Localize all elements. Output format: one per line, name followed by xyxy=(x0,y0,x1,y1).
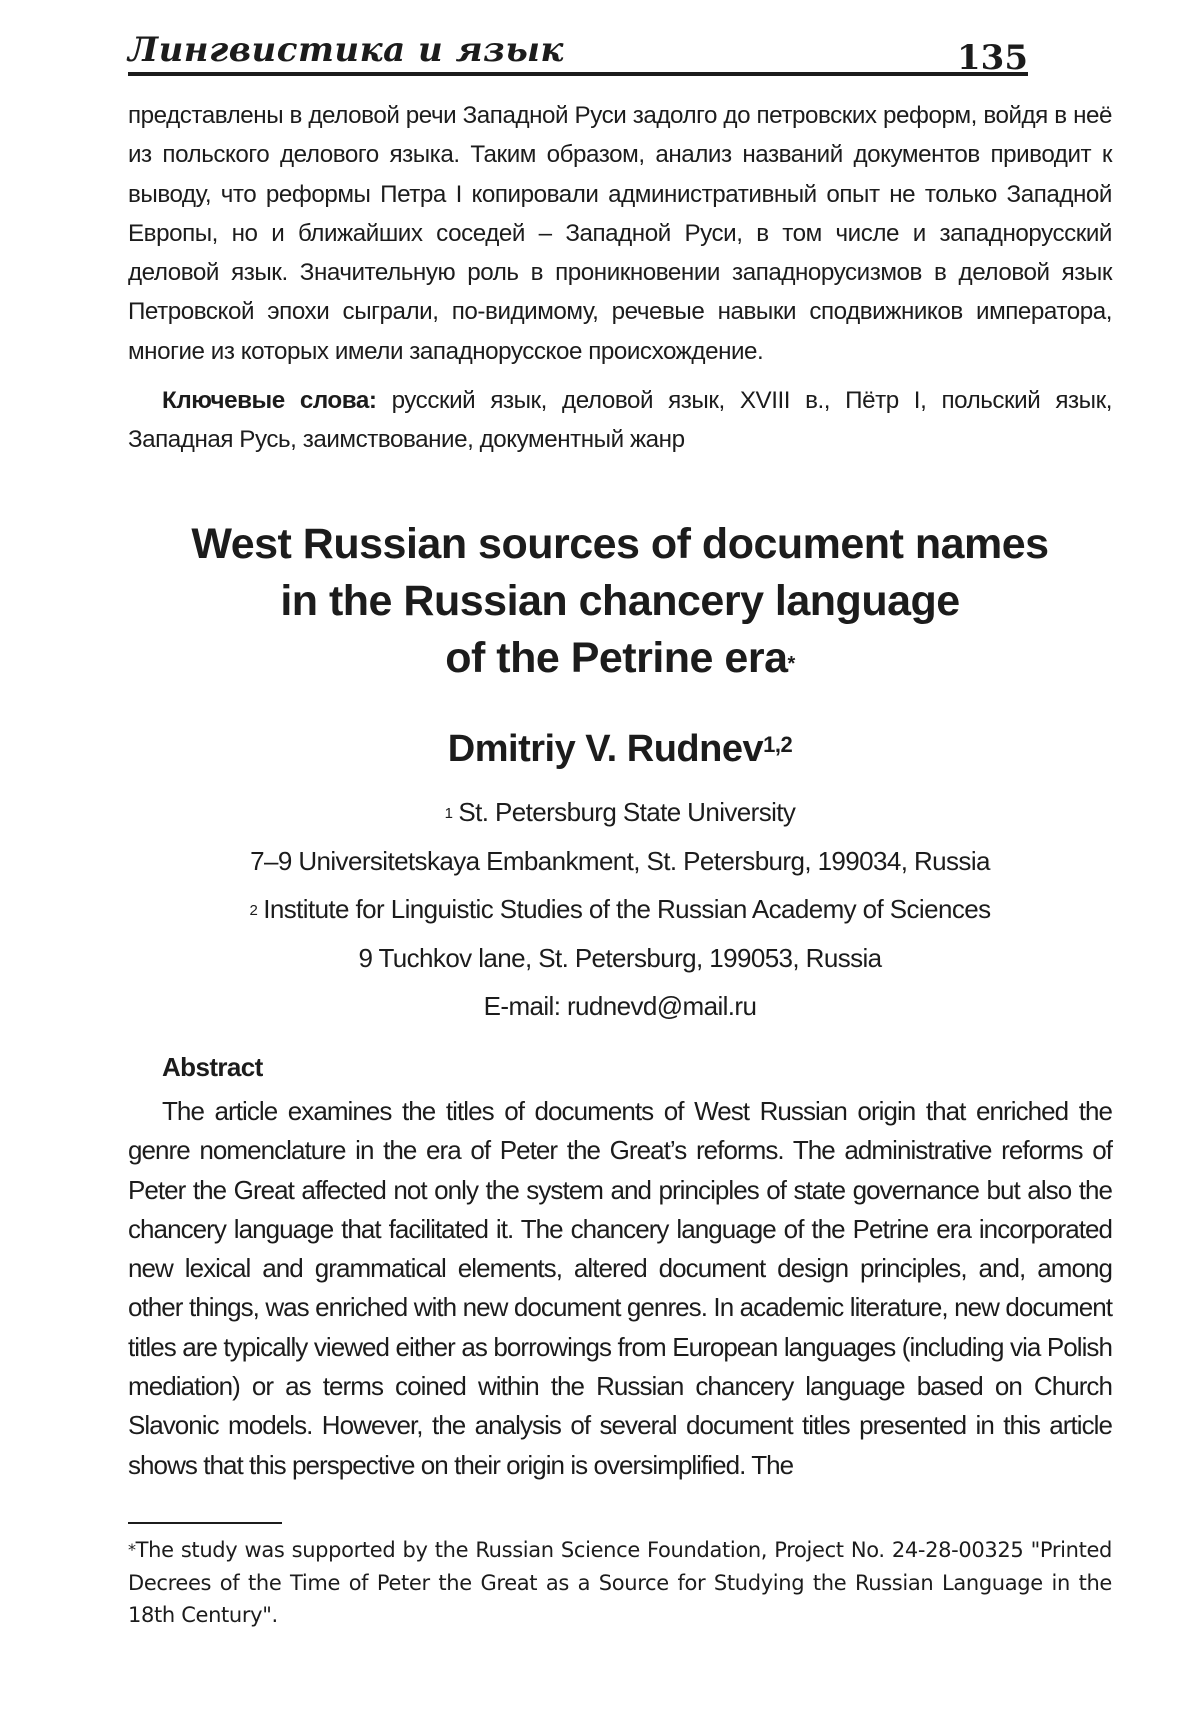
keywords-label: Ключевые слова: xyxy=(162,387,377,415)
affiliations xyxy=(128,788,1112,1031)
author-line xyxy=(128,728,1112,771)
russian-abstract-body: представлены в деловой речи Западной Руси задолго до петровских реформ, войдя в неё из польского делового языка. Таким образом, анализ названий документов приводит к выводу, что реформы Петра I копировали административный опыт не только Западной Европы, но и ближайших соседей – Западной Руси, в том числе и западнорусский деловой язык. Значительную роль в проникновении западнорусизмов в деловой язык Петровской эпохи сыграли, по-видимому, речевые навыки сподвижников императора, многие из которых имели западнорусское происхождение. xyxy=(128,102,1112,365)
footnote xyxy=(128,1534,1112,1632)
author-email: E-mail: rudnevd@mail.ru xyxy=(483,991,757,1021)
footnote-text: The study was supported by the Russian Science Foundation, Project No. 24-28-00325 "Printed Decrees of the Time of Peter the Great as a Source for Studying the Russian Language in the 18th Century". xyxy=(128,1538,1112,1627)
russian-keywords xyxy=(128,381,1112,460)
affiliation-1-address: 7–9 Universitetskaya Embankment, St. Petersburg, 199034, Russia xyxy=(250,845,990,876)
keywords-list: русский язык, деловой язык, XVIII в., Пётр I, польский язык, Западная Русь, заимствование, документный жанр xyxy=(128,387,1112,454)
affiliation-1 xyxy=(128,788,1112,837)
affiliation-2-address: 9 Tuchkov lane, St. Petersburg, 199053, Russia xyxy=(358,942,882,973)
running-title: Лингвистика и язык xyxy=(128,30,564,70)
affiliation-2 xyxy=(128,885,1112,934)
abstract-heading: Abstract xyxy=(162,1052,263,1082)
affiliation-1-name: St. Petersburg State University xyxy=(458,797,796,827)
title-footnote-mark: * xyxy=(787,653,795,675)
affiliation-2-name: Institute for Linguistic Studies of the Russian Academy of Sciences xyxy=(263,894,991,924)
footnote-divider xyxy=(128,1522,282,1524)
title-line-2: in the Russian chancery language xyxy=(280,577,960,625)
affiliation-1-mark: 1 xyxy=(444,805,453,822)
journal-page xyxy=(128,0,1112,1714)
russian-abstract xyxy=(128,96,1112,460)
affiliation-2-mark: 2 xyxy=(249,902,258,919)
footnote-mark: * xyxy=(128,1540,136,1559)
running-header xyxy=(128,18,1028,76)
title-line-3: of the Petrine era xyxy=(445,634,788,682)
article-title xyxy=(128,516,1112,687)
title-line-1: West Russian sources of document names xyxy=(191,520,1049,568)
author-affiliation-marks: 1,2 xyxy=(763,732,793,757)
abstract-body: The article examines the titles of documents of West Russian origin that enriched the genre nomenclature in the era of Peter the Great’s reforms. The administrative reforms of Peter the Great affected not only the system and principles of state governance but also the chancery language that facilitated it. The chancery language of the Petrine era incorporated new lexical and grammatical elements, altered document design principles, and, among other things, was enriched with new document genres. In academic literature, new document titles are typically viewed either as borrowings from European languages (including via Polish mediation) or as terms coined within the Russian chancery language based on Church Slavonic models. However, the analysis of several document titles presented in this article shows that this perspective on their origin is oversimplified. The xyxy=(128,1096,1112,1480)
page-number: 135 xyxy=(957,38,1028,78)
title-line-3-wrapper xyxy=(128,630,1112,687)
author-name: Dmitriy V. Rudnev xyxy=(447,728,764,770)
